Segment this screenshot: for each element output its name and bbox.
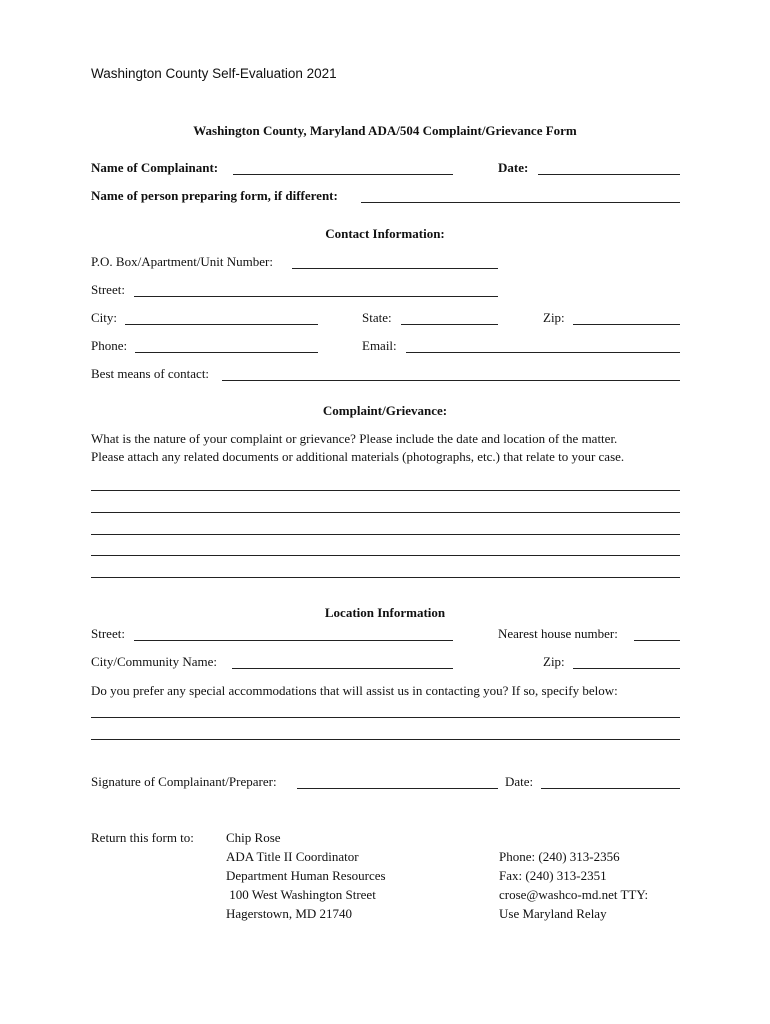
zip-field[interactable] [573,324,680,325]
return-label: Return this form to: [91,830,194,845]
address-line: Hagerstown, MD 21740 [226,906,353,921]
best-means-label: Best means of contact: [91,366,210,381]
date-field[interactable] [538,174,680,175]
address-line: ADA Title II Coordinator [226,849,359,864]
form-title: Washington County, Maryland ADA/504 Complaint/Grievance Form [193,123,577,138]
signature-label: Signature of Complainant/Preparer: [91,774,277,789]
address-line: 100 West Washington Street [226,887,376,902]
accommodations-answer-line[interactable] [91,739,680,740]
contact-heading: Contact Information: [325,226,445,241]
house-number-field[interactable] [634,640,680,641]
tty-contact: Use Maryland Relay [499,906,607,921]
address-line: Department Human Resources [226,868,386,883]
location-zip-field[interactable] [573,668,680,669]
location-zip-label: Zip: [543,654,565,669]
complaint-answer-line[interactable] [91,577,680,578]
complaint-question-line1: What is the nature of your complaint or grievance? Please include the date and location of the matter. [91,431,618,446]
best-means-field[interactable] [222,380,680,381]
po-box-label: P.O. Box/Apartment/Unit Number: [91,254,273,269]
preparer-label: Name of person preparing form, if different: [91,188,338,203]
address-line: Chip Rose [226,830,281,845]
email-field[interactable] [406,352,680,353]
zip-label: Zip: [543,310,565,325]
community-field[interactable] [232,668,453,669]
location-street-field[interactable] [134,640,453,641]
fax-contact: Fax: (240) 313-2351 [499,868,607,883]
state-label: State: [362,310,392,325]
city-label: City: [91,310,118,325]
po-box-field[interactable] [292,268,498,269]
location-street-label: Street: [91,626,125,641]
complaint-answer-line[interactable] [91,490,680,491]
accommodations-question: Do you prefer any special accommodations that will assist us in contacting you? If so, specify below: [91,683,618,698]
date-label: Date: [498,160,529,175]
house-number-label: Nearest house number: [498,626,618,641]
preparer-field[interactable] [361,202,680,203]
complaint-answer-line[interactable] [91,555,680,556]
signature-field[interactable] [297,788,498,789]
signature-date-label: Date: [505,774,534,789]
complaint-question-line2: Please attach any related documents or additional materials (photographs, etc.) that relate to your case. [91,449,625,464]
street-field[interactable] [134,296,498,297]
city-field[interactable] [125,324,318,325]
complainant-label: Name of Complainant: [91,160,219,175]
email-label: Email: [362,338,397,353]
email-contact[interactable]: crose@washco-md.net TTY: [499,887,649,902]
phone-field[interactable] [135,352,318,353]
location-heading: Location Information [324,605,446,620]
running-header: Washington County Self-Evaluation 2021 [91,66,337,81]
state-field[interactable] [401,324,498,325]
complaint-heading: Complaint/Grievance: [322,403,448,418]
complaint-answer-line[interactable] [91,512,680,513]
community-label: City/Community Name: [91,654,218,669]
complainant-field[interactable] [233,174,453,175]
accommodations-answer-line[interactable] [91,717,680,718]
phone-contact: Phone: (240) 313-2356 [499,849,620,864]
complaint-answer-line[interactable] [91,534,680,535]
phone-label: Phone: [91,338,128,353]
signature-date-field[interactable] [541,788,680,789]
street-label: Street: [91,282,125,297]
